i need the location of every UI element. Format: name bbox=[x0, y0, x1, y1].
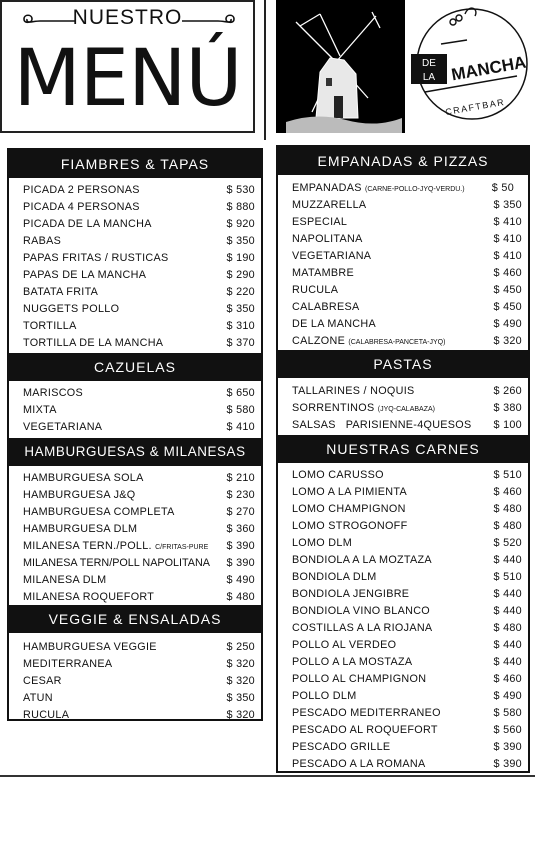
menu-item: BONDIOLA DLM $ 510 bbox=[292, 571, 522, 583]
menu-item: ESPECIAL $ 410 bbox=[292, 216, 522, 228]
menu-item: TORTILLA DE LA MANCHA $ 370 bbox=[23, 337, 255, 349]
menu-item: PAPAS FRITAS / RUSTICAS $ 190 bbox=[23, 252, 255, 264]
menu-item: MUZZARELLA $ 350 bbox=[292, 199, 522, 211]
pastas-list bbox=[278, 383, 528, 435]
menu-item: LOMO CARUSSO $ 510 bbox=[292, 469, 522, 481]
logo-la-text: LA bbox=[422, 72, 436, 83]
menu-item: HAMBURGUESA SOLA $ 210 bbox=[23, 472, 255, 484]
menu-item: MARISCOS $ 650 bbox=[23, 387, 255, 399]
menu-item: CESAR $ 320 bbox=[23, 675, 255, 687]
cazuelas-list bbox=[9, 385, 261, 437]
menu-item: POLLO AL VERDEO $ 440 bbox=[292, 639, 522, 651]
menu-item: MATAMBRE $ 460 bbox=[292, 267, 522, 279]
menu-item: LOMO STROGONOFF $ 480 bbox=[292, 520, 522, 532]
menu-item: NAPOLITANA $ 410 bbox=[292, 233, 522, 245]
menu-item: SALSAS PARISIENNE-4QUESOS $ 100 bbox=[292, 419, 522, 431]
menu-item: HAMBURGUESA J&Q $ 230 bbox=[23, 489, 255, 501]
menu-item: VEGETARIANA $ 410 bbox=[292, 250, 522, 262]
menu-item: MILANESA DLM $ 490 bbox=[23, 574, 255, 586]
menu-heading: MENÚ bbox=[13, 34, 242, 124]
veggie-list bbox=[9, 639, 261, 725]
logo-craftbar-text: CRAFTBAR bbox=[444, 96, 506, 118]
menu-item: LOMO DLM $ 520 bbox=[292, 537, 522, 549]
menu-item: SORRENTINOS (JYQ-CALABAZA) $ 380 bbox=[292, 402, 522, 414]
section-header-pastas: PASTAS bbox=[278, 350, 528, 378]
menu-item: BONDIOLA VINO BLANCO $ 440 bbox=[292, 605, 522, 617]
menu-item: PESCADO GRILLE $ 390 bbox=[292, 741, 522, 753]
menu-item: PICADA 4 PERSONAS $ 880 bbox=[23, 201, 255, 213]
menu-item: PAPAS DE LA MANCHA $ 290 bbox=[23, 269, 255, 281]
logo-de-text: DE bbox=[422, 58, 436, 69]
logo-mancha-text: MANCHA bbox=[449, 52, 528, 85]
menu-item: HAMBURGUESA COMPLETA $ 270 bbox=[23, 506, 255, 518]
menu-item: PICADA DE LA MANCHA $ 920 bbox=[23, 218, 255, 230]
hamburguesas-list bbox=[9, 470, 261, 606]
windmill-image bbox=[276, 0, 405, 133]
section-header-empanadas: EMPANADAS & PIZZAS bbox=[278, 147, 528, 175]
menu-item: CALZONE (CALABRESA-PANCETA-JYQ) $ 320 bbox=[292, 335, 522, 347]
menu-item: RUCULA $ 450 bbox=[292, 284, 522, 296]
section-header-fiambres: FIAMBRES & TAPAS bbox=[9, 150, 261, 178]
menu-item: DE LA MANCHA $ 490 bbox=[292, 318, 522, 330]
menu-item: POLLO DLM $ 490 bbox=[292, 690, 522, 702]
fiambres-list bbox=[9, 182, 261, 352]
menu-item: HAMBURGUESA DLM $ 360 bbox=[23, 523, 255, 535]
left-menu-column bbox=[7, 148, 263, 721]
menu-item: COSTILLAS A LA RIOJANA $ 480 bbox=[292, 622, 522, 634]
menu-item: PICADA 2 PERSONAS $ 530 bbox=[23, 184, 255, 196]
section-header-hamburguesas: HAMBURGUESAS & MILANESAS bbox=[9, 438, 261, 466]
empanadas-list bbox=[278, 180, 528, 350]
menu-item: POLLO A LA MOSTAZA $ 440 bbox=[292, 656, 522, 668]
menu-item: MIXTA $ 580 bbox=[23, 404, 255, 416]
menu-item: TALLARINES / NOQUIS $ 260 bbox=[292, 385, 522, 397]
header-divider bbox=[264, 0, 266, 140]
menu-item: MILANESA ROQUEFORT $ 480 bbox=[23, 591, 255, 603]
menu-item: EMPANADAS (CARNE-POLLO-JYQ-VERDU.) $ 50 bbox=[292, 182, 514, 194]
section-header-cazuelas: CAZUELAS bbox=[9, 353, 261, 381]
menu-item: VEGETARIANA $ 410 bbox=[23, 421, 255, 433]
menu-item: HAMBURGUESA VEGGIE $ 250 bbox=[23, 641, 255, 653]
section-header-veggie: VEGGIE & ENSALADAS bbox=[9, 605, 261, 633]
menu-item: LOMO A LA PIMIENTA $ 460 bbox=[292, 486, 522, 498]
menu-item: POLLO AL CHAMPIGNON $ 460 bbox=[292, 673, 522, 685]
menu-item: RABAS $ 350 bbox=[23, 235, 255, 247]
menu-item: PESCADO AL ROQUEFORT $ 560 bbox=[292, 724, 522, 736]
brand-logo bbox=[405, 0, 535, 133]
nuestro-heading: NUESTRO bbox=[72, 6, 183, 29]
menu-item: BATATA FRITA $ 220 bbox=[23, 286, 255, 298]
menu-item: ATUN $ 350 bbox=[23, 692, 255, 704]
menu-item: MILANESA TERN./POLL. C/FRITAS-PURE $ 390 bbox=[23, 540, 255, 552]
menu-item: TORTILLA $ 310 bbox=[23, 320, 255, 332]
right-menu-column bbox=[276, 145, 530, 773]
menu-item: BONDIOLA A LA MOZTAZA $ 440 bbox=[292, 554, 522, 566]
bottom-divider bbox=[0, 775, 535, 777]
menu-item: CALABRESA $ 450 bbox=[292, 301, 522, 313]
menu-item: RUCULA $ 320 bbox=[23, 709, 255, 721]
menu-item: MILANESA TERN/POLL NAPOLITANA $ 390 bbox=[23, 557, 255, 569]
carnes-list bbox=[278, 467, 528, 773]
section-header-carnes: NUESTRAS CARNES bbox=[278, 435, 528, 463]
menu-item: MEDITERRANEA $ 320 bbox=[23, 658, 255, 670]
menu-item: PESCADO MEDITERRANEO $ 580 bbox=[292, 707, 522, 719]
menu-item: BONDIOLA JENGIBRE $ 440 bbox=[292, 588, 522, 600]
menu-item: PESCADO A LA ROMANA $ 390 bbox=[292, 758, 522, 770]
menu-item: NUGGETS POLLO $ 350 bbox=[23, 303, 255, 315]
menu-item: LOMO CHAMPIGNON $ 480 bbox=[292, 503, 522, 515]
